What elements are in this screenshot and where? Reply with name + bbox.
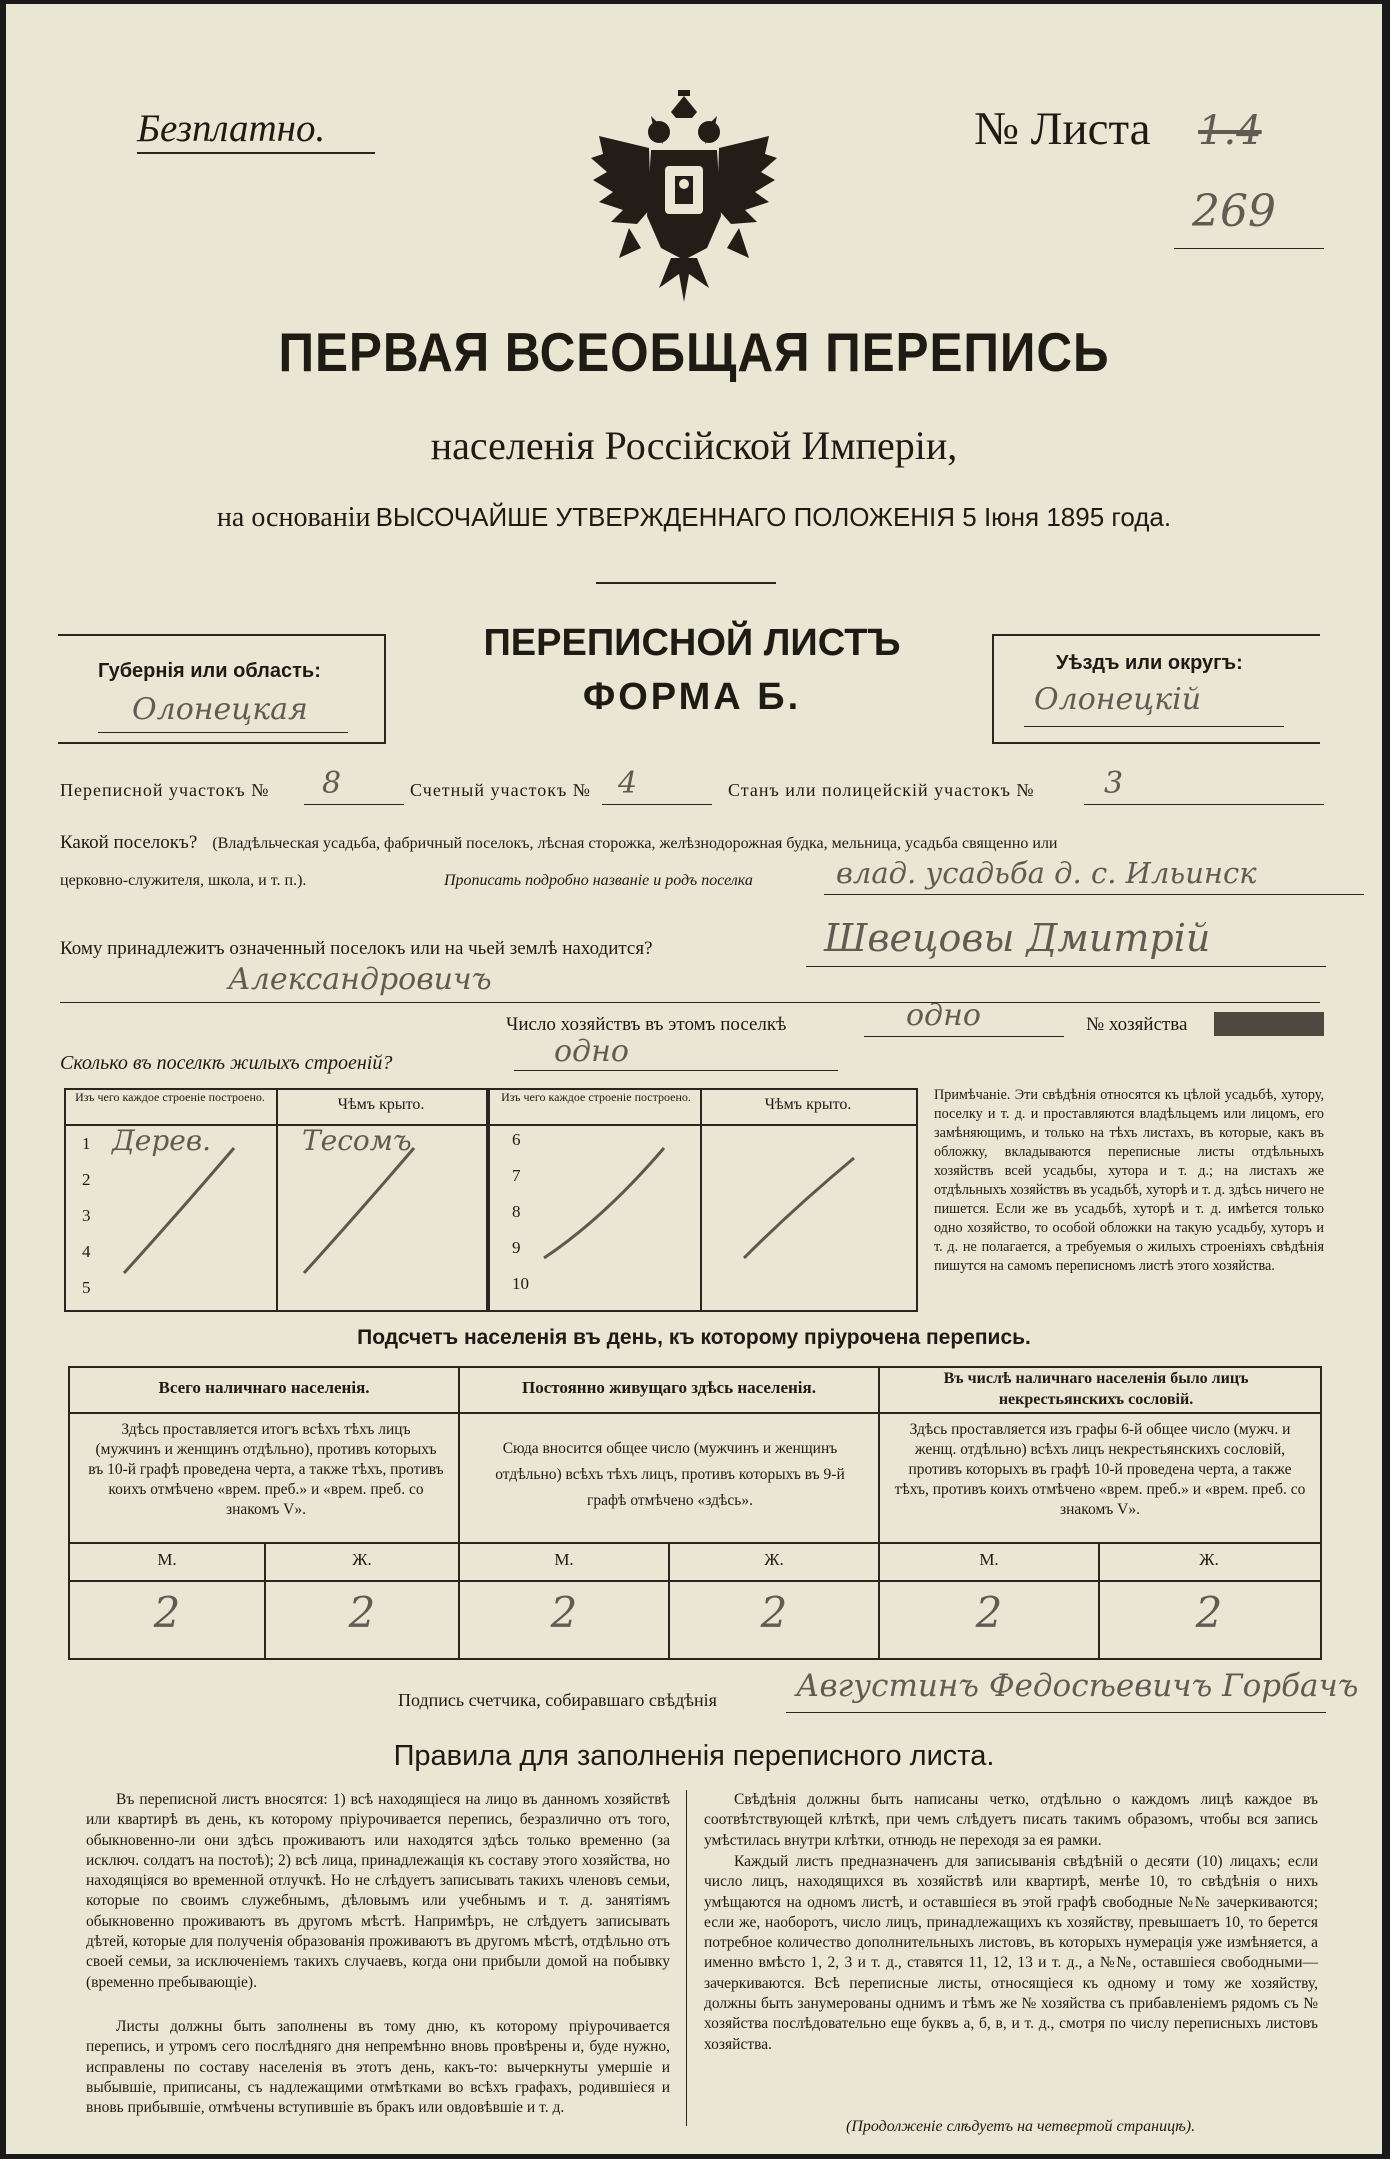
rules-continued: (Продолженіе слѣдуетъ на четвертой страницѣ).	[846, 2118, 1196, 2135]
households-label: Число хозяйствъ въ этомъ поселкѣ	[506, 1014, 787, 1035]
settlement-hint-2: церковно-служителя, школа, и т. п.).	[60, 872, 307, 889]
building-row-number: 5	[82, 1278, 91, 1297]
settlement-hint-3: Прописать подробно названіе и родъ поселка	[444, 872, 753, 889]
buildings-line	[514, 1070, 838, 1071]
title-separator	[596, 582, 776, 584]
population-male-label: М.	[979, 1550, 999, 1569]
owner-line-1	[806, 966, 1326, 967]
building-row-number: 2	[82, 1170, 91, 1189]
population-male-label: М.	[157, 1550, 177, 1569]
settlement-label: Какой поселокъ?	[60, 832, 198, 853]
archive-number: 269	[1192, 186, 1276, 237]
buildings-label: Сколько въ поселкѣ жилыхъ строеній?	[60, 1052, 393, 1074]
rules-right-paragraph-2: Каждый листъ предназначенъ для записыванія свѣдѣній о десяти (10) лицахъ; если число лицъ, находящихся въ хозяйствѣ или квартирѣ, менѣе 10, то свѣдѣнія о нихъ умѣщаются на одномъ листѣ, и оставшіеся въ этой графѣ свободные №№ зачеркиваются; если же, наоборотъ, число лицъ, принадлежащихъ къ хозяйству, превышаетъ 10, то берется потребное количество дополнительныхъ листовъ, въ которыхъ нумерація уже измѣняется, а именно вмѣсто 1, 2, 3 и т. д., ставятся 11, 12, 13 и т. д., а №№, оставшіеся свободными—зачеркиваются. Всѣ переписные листы, относящіеся къ одному и тому же хозяйству, должны быть занумерованы однимъ и тѣмъ же № хозяйства съ прибавленіемъ рядомъ съ № хозяйства послѣдовательно еще буквъ а, б, в, и т. д., смотря по числу переписныхъ листовъ хозяйства.	[704, 1853, 1318, 2053]
stan-line	[1084, 804, 1324, 805]
owner-value-2[interactable]: Александровичъ	[228, 962, 492, 997]
imperial-eagle-emblem	[589, 88, 779, 306]
guberniya-value[interactable]: Олонецкая	[132, 692, 308, 727]
buildings-col-roof-left: Чѣмъ крыто.	[337, 1096, 425, 1113]
census-sheet	[6, 4, 1382, 2154]
population-value[interactable]: 2	[153, 1588, 181, 1637]
form-subtitle: ФОРМА Б.	[582, 676, 802, 718]
building-row-number: 8	[512, 1202, 521, 1221]
population-value[interactable]: 2	[1195, 1588, 1223, 1637]
counting-district-line	[602, 804, 712, 805]
population-value[interactable]: 2	[550, 1588, 578, 1637]
population-col3-title: Въ числѣ наличнаго населенія было лицъ некрестьянскихъ сословій.	[943, 1370, 1249, 1408]
population-desc-rule	[70, 1542, 1320, 1544]
uyezd-value[interactable]: Олонецкій	[1034, 682, 1202, 717]
census-district-line	[304, 804, 404, 805]
basis-prefix: на основаніи	[216, 502, 371, 533]
rules-column-divider	[686, 1790, 687, 2126]
population-heading: Подсчетъ населенія въ день, къ которому пріурочена перепись.	[357, 1326, 1031, 1349]
rules-right-paragraph-1: Свѣдѣнія должны быть написаны четко, отдѣльно о каждомъ лицѣ каждое въ соотвѣтствующей клѣткѣ, при чемъ слѣдуетъ писать такимъ образомъ, чтобы вся запись умѣстилась внутри клѣтки, отнюдь не переходя за ея рамки.	[704, 1791, 1318, 1849]
owner-value-1[interactable]: Швецовы Дмитрій	[824, 916, 1211, 960]
buildings-col-roof-right: Чѣмъ крыто.	[764, 1096, 852, 1113]
signature-value[interactable]: Августинъ Федосѣевичъ Горбачъ	[796, 1668, 1359, 1704]
sheet-number-value: 1.4	[1198, 108, 1262, 154]
building-row-number: 3	[82, 1206, 91, 1225]
form-title: ПЕРЕПИСНОЙ ЛИСТЪ	[483, 622, 901, 664]
basis-line	[6, 502, 1382, 534]
stan-label: Станъ или полицейскій участокъ №	[728, 780, 1035, 800]
buildings-col-material-left: Изъ чего каждое строеніе построено.	[75, 1090, 265, 1104]
counting-district-value[interactable]: 4	[618, 766, 638, 801]
building-row-number: 4	[82, 1242, 91, 1261]
page-subtitle: населенія Россійской Имперіи,	[430, 423, 958, 468]
signature-line	[786, 1712, 1326, 1713]
population-female-label: Ж.	[764, 1550, 784, 1569]
buildings-strikethrough-marks	[64, 1088, 916, 1310]
rules-left-paragraph-1: Въ переписной листъ вносятся: 1) всѣ находящіеся на лицо въ данномъ хозяйствѣ или квартирѣ въ день, къ которому пріурочивается перепись, безразлично отъ того, обыкновенно-ли они здѣсь проживаютъ или находятся здѣсь только временно (за исключ. солдатъ на постоѣ); 2) всѣ лица, принадлежащія къ составу этого хозяйства, но находящіяся во временной отлучкѣ. Но не слѣдуетъ записывать такихъ членовъ семьи, которые по своимъ служебнымъ, дѣловымъ или учебнымъ и т. д. занятіямъ обыкновенно проживаютъ въ другомъ мѣстѣ. Напримѣръ, не слѣдуетъ записывать дѣтей, которые для полученія образованія проживаютъ въ другомъ мѣстѣ, отдѣльно отъ своей семьи, за исключеніемъ такихъ случаевъ, когда они прибыли домой на побывку (временно пребывающіе).	[86, 1791, 670, 1991]
population-mf-rule	[70, 1580, 1320, 1582]
free-label-underline	[137, 152, 375, 154]
rules-left-paragraph-2: Листы должны быть заполнены въ тому дню, къ которому пріурочивается перепись, и утромъ сего послѣдняго дня непремѣнно вновь провѣрены и, буде нужно, исправлены по составу населенія въ этотъ день, какъ-то: вычеркнуты умершіе и выбывшіе, приписаны, съ надлежащими отмѣтками во всѣхъ графахъ, родившіеся и вновь прибывшіе, отмѣчены вступившіе въ бракъ или овдовѣвшіе и т. д.	[86, 2018, 670, 2117]
households-line	[864, 1036, 1064, 1037]
archive-number-underline	[1174, 248, 1324, 249]
household-no-label: № хозяйства	[1086, 1014, 1188, 1035]
guberniya-value-line	[98, 732, 348, 733]
population-female-label: Ж.	[352, 1550, 372, 1569]
uyezd-value-line	[1024, 726, 1284, 727]
owner-label: Кому принадлежитъ означенный поселокъ или на чьей землѣ находится?	[60, 938, 653, 959]
population-female-label: Ж.	[1199, 1550, 1219, 1569]
household-no-redacted	[1214, 1012, 1324, 1036]
building-row-number: 10	[512, 1274, 529, 1293]
sheet-number-label: № Листа	[974, 103, 1151, 155]
stan-value[interactable]: 3	[1104, 766, 1124, 801]
page-title: ПЕРВАЯ ВСЕОБЩАЯ ПЕРЕПИСЬ	[278, 321, 1110, 383]
population-col1-title: Всего наличнаго населенія.	[158, 1378, 370, 1397]
population-col3-desc: Здѣсь проставляется изъ графы 6-й общее число (мужч. и женщ. отдѣльно) всѣхъ лицъ некрестьянскихъ сословій, противъ которыхъ въ графѣ 10-й проведена черта, а также тѣхъ, противъ коихъ отмѣчено «врем. преб.» и «врем. преб. со знакомъ V».	[894, 1421, 1306, 1518]
uyezd-label: Уѣздъ или округъ:	[1056, 652, 1243, 674]
building-row-number: 9	[512, 1238, 521, 1257]
census-district-label: Переписной участокъ №	[60, 780, 270, 800]
building-row-number: 7	[512, 1166, 521, 1185]
settlement-hint-1: (Владѣльческая усадьба, фабричный поселокъ, лѣсная сторожка, желѣзнодорожная будка, мельница, усадьба священно или	[212, 835, 1058, 852]
population-col2-desc: Сюда вносится общее число (мужчинъ и женщинъ отдѣльно) всѣхъ тѣхъ лицъ, противъ которыхъ въ 9-й графѣ отмѣчено «здѣсь».	[495, 1440, 845, 1509]
guberniya-box	[58, 634, 386, 744]
settlement-row	[60, 832, 1057, 854]
population-title-rule	[70, 1412, 1320, 1414]
population-col2-title: Постоянно живущаго здѣсь населенія.	[522, 1378, 816, 1397]
settlement-line	[824, 894, 1364, 895]
building-row-number: 1	[82, 1134, 91, 1153]
buildings-note: Примѣчаніе. Эти свѣдѣнія относятся къ цѣлой усадьбѣ, хутору, поселку и т. д. и проставляются владѣльцемъ или лицомъ, его замѣняющимъ, и только на тѣхъ листахъ, въ которые, какъ въ обложку, вкладываются переписные листы отдѣльныхъ хозяйствъ всей усадьбы, хутора и т. д.; на листахъ же отдѣльныхъ хозяйствъ въ усадьбѣ, хуторѣ и т. д. здѣсь ничего не пишется. Если же въ усадьбѣ, хуторѣ и т. д. имѣется только одно хозяйство, то особой обложки на такую усадьбу, хуторъ и т. д. не полагается, а требуемыя о жилыхъ строеніяхъ свѣдѣнія пишутся на самомъ переписномъ листѣ этого хозяйства.	[934, 1087, 1324, 1274]
households-value[interactable]: одно	[906, 998, 981, 1033]
owner-line-2	[60, 1002, 1320, 1003]
basis-text: ВЫСОЧАЙШЕ УТВЕРЖДЕННАГО ПОЛОЖЕНІЯ 5 Іюня 1895 года.	[375, 502, 1172, 532]
rules-title: Правила для заполненія переписного листа.	[393, 1740, 995, 1772]
guberniya-label: Губернія или область:	[98, 660, 321, 682]
buildings-value[interactable]: одно	[554, 1034, 629, 1069]
building-row1-roof[interactable]: Тесомъ	[302, 1124, 412, 1157]
population-value[interactable]: 2	[975, 1588, 1003, 1637]
signature-label: Подпись счетчика, собиравшаго свѣдѣнія	[398, 1690, 717, 1710]
population-value[interactable]: 2	[760, 1588, 788, 1637]
settlement-value[interactable]: влад. усадьба д. с. Ильинск	[836, 856, 1257, 890]
population-col1-desc: Здѣсь проставляется итогъ всѣхъ тѣхъ лицъ (мужчинъ и женщинъ отдѣльно), противъ которыхъ въ 10-й графѣ проведена черта, а также тѣхъ, противъ коихъ отмѣчено «врем. преб.» и «врем. преб. со знакомъ V».	[88, 1421, 444, 1518]
counting-district-label: Счетный участокъ №	[410, 780, 591, 800]
population-value[interactable]: 2	[348, 1588, 376, 1637]
building-row1-material[interactable]: Дерев.	[112, 1124, 212, 1157]
building-row-number: 6	[512, 1130, 521, 1149]
population-male-label: М.	[554, 1550, 574, 1569]
free-label: Безплатно.	[137, 107, 326, 150]
buildings-col-material-right: Изъ чего каждое строеніе построено.	[501, 1090, 691, 1104]
census-district-value[interactable]: 8	[322, 766, 342, 801]
